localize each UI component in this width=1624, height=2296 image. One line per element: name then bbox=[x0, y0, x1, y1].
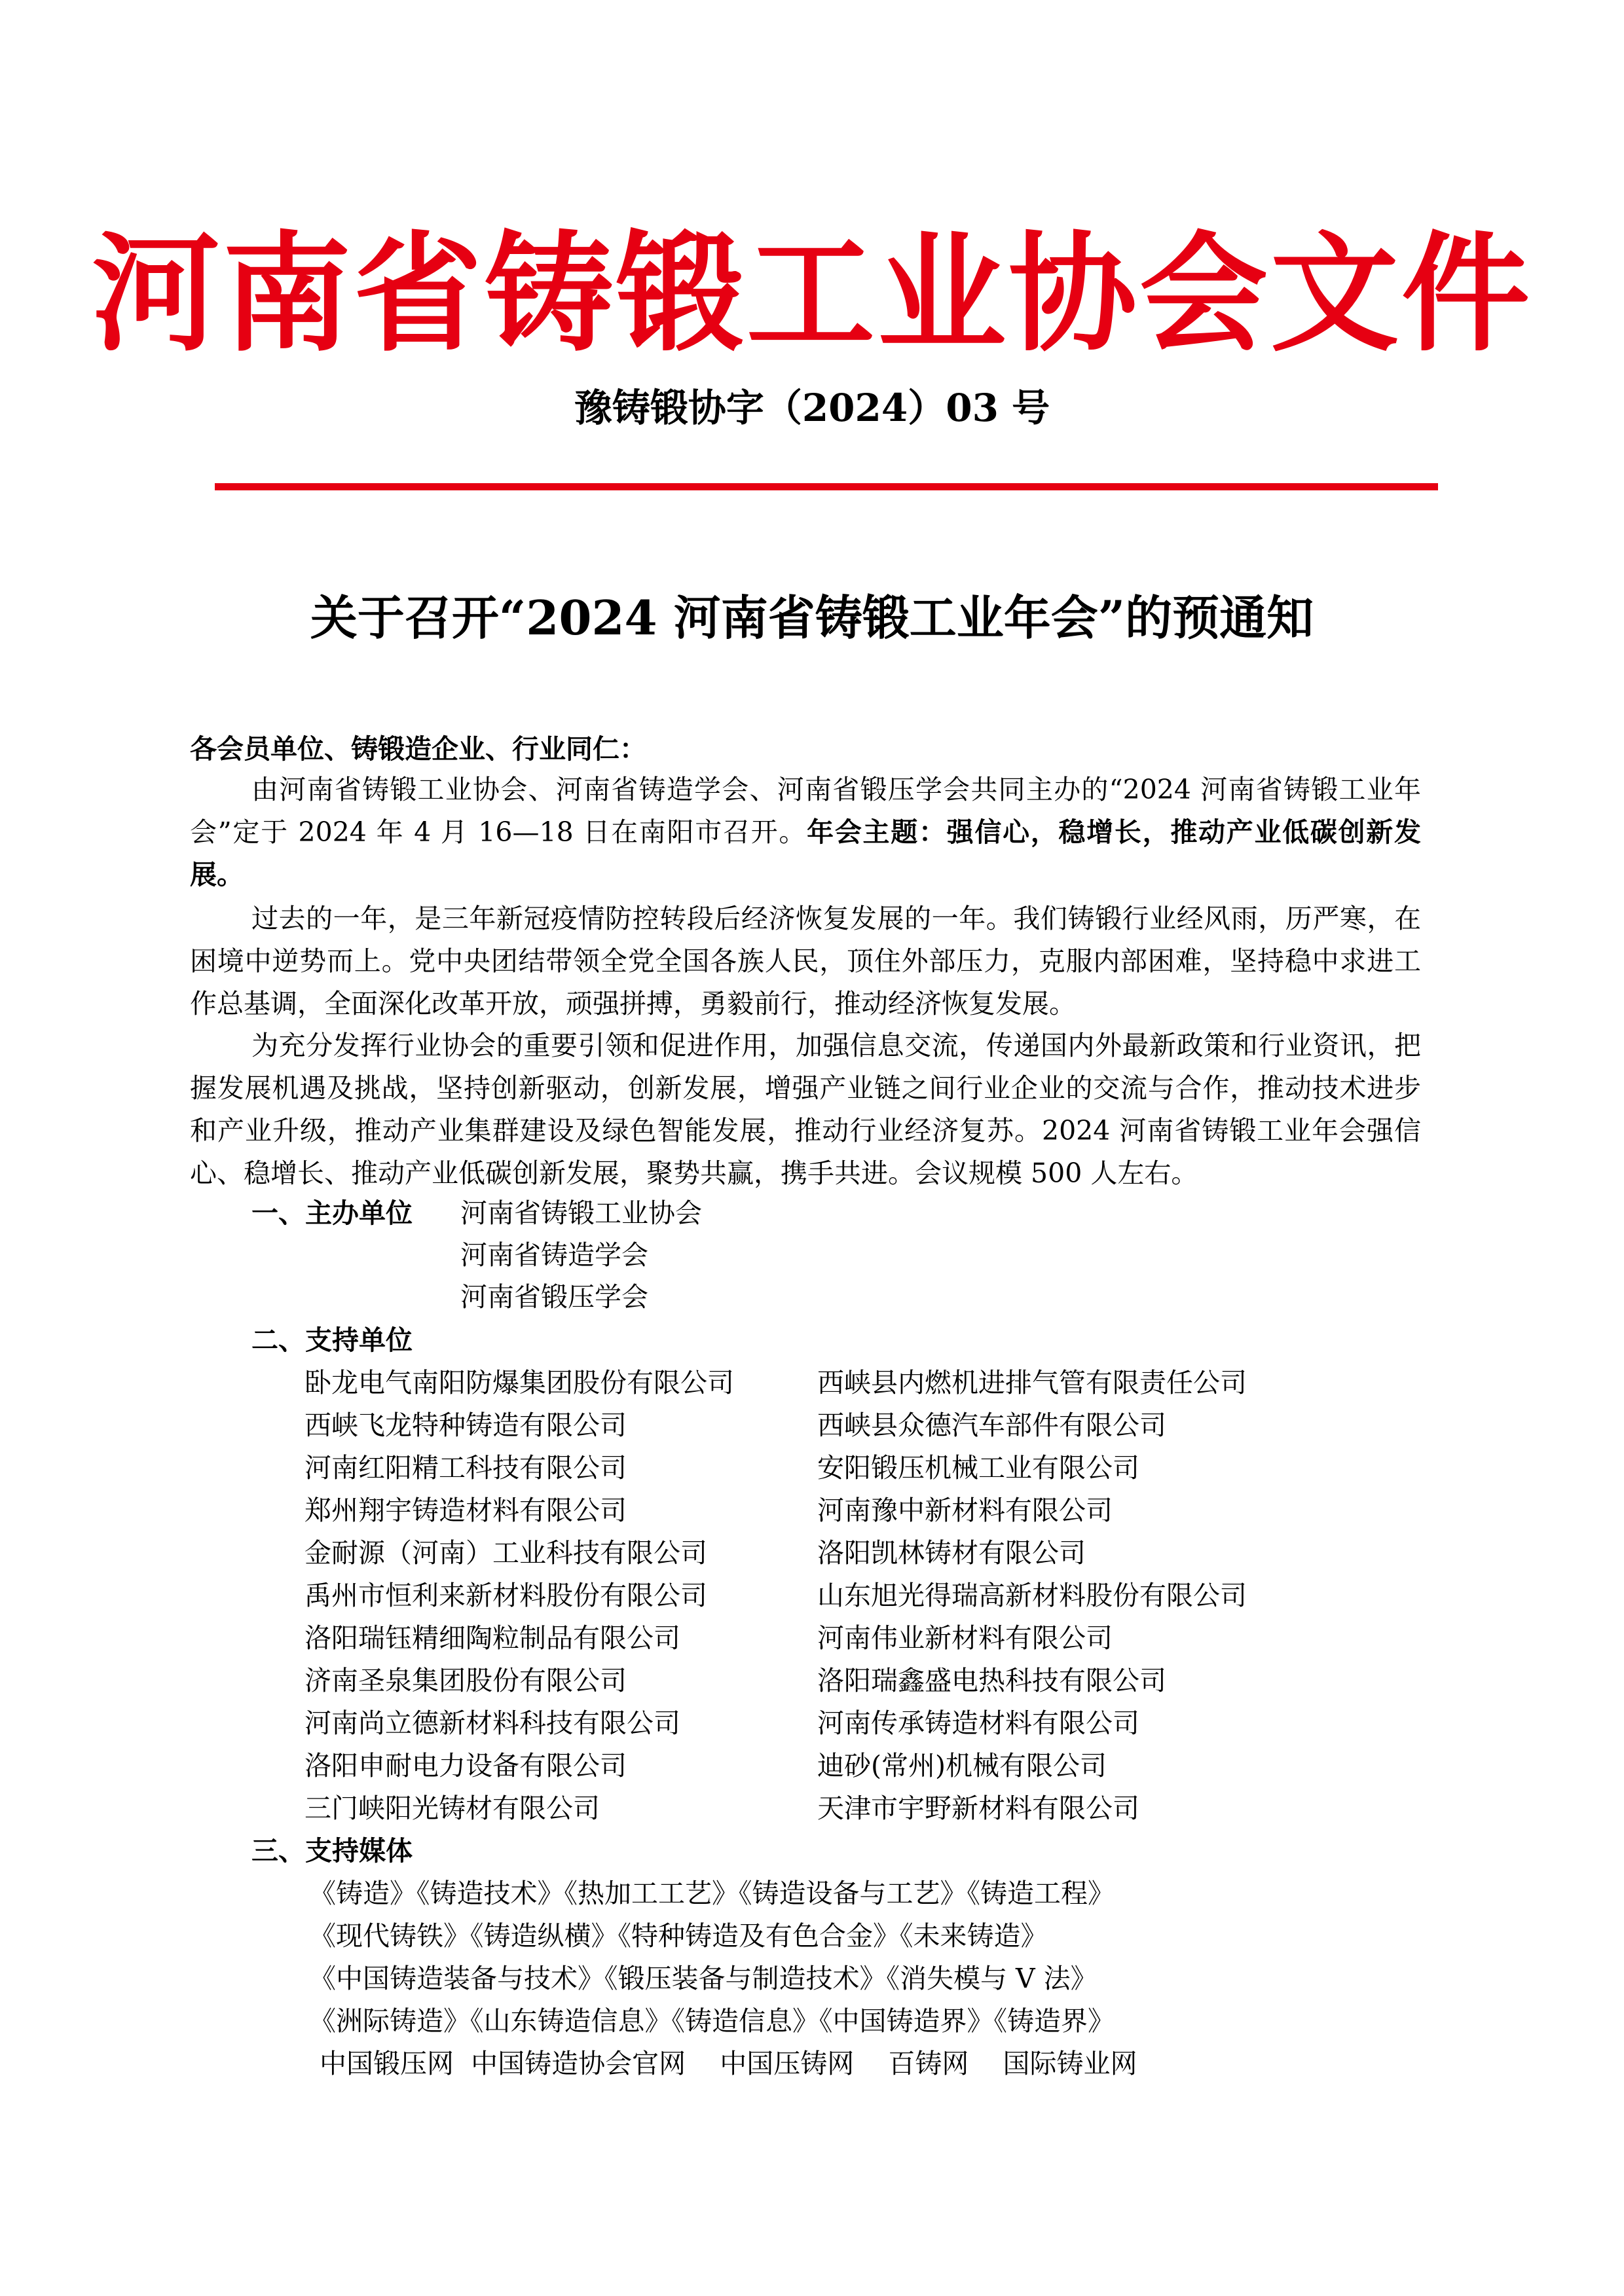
media-line: 《洲际铸造》《山东铸造信息》《铸造信息》《中国铸造界》《铸造界》 bbox=[309, 2005, 1115, 2037]
supporter-left: 洛阳申耐电力设备有限公司 bbox=[304, 1750, 627, 1781]
media-websites: 中国锻压网 中国铸造协会官网 中国压铸网 百铸网 国际铸业网 bbox=[320, 2048, 1137, 2079]
host-org: 河南省铸造学会 bbox=[460, 1239, 648, 1271]
greeting: 各会员单位、铸锻造企业、行业同仁： bbox=[190, 733, 646, 765]
media-line: 《铸造》《铸造技术》《热加工工艺》《铸造设备与工艺》《铸造工程》 bbox=[309, 1878, 1115, 1909]
section1-heading: 一、主办单位 bbox=[251, 1197, 413, 1229]
supporter-left: 卧龙电气南阳防爆集团股份有限公司 bbox=[304, 1367, 734, 1398]
supporter-left: 洛阳瑞钰精细陶粒制品有限公司 bbox=[304, 1622, 680, 1654]
supporter-right: 河南豫中新材料有限公司 bbox=[817, 1495, 1113, 1526]
supporter-right: 洛阳瑞鑫盛电热科技有限公司 bbox=[817, 1665, 1166, 1696]
notice-title: 关于召开“2024 河南省铸锻工业年会”的预通知 bbox=[310, 590, 1314, 646]
media-line: 《中国铸造装备与技术》《锻压装备与制造技术》《消失模与 V 法》 bbox=[309, 1963, 1098, 1994]
host-org: 河南省锻压学会 bbox=[460, 1281, 648, 1313]
paragraph-background: 过去的一年，是三年新冠疫情防控转段后经济恢复发展的一年。我们铸锻行业经风雨，历严寒，在困境中逆势而上。党中央团结带领全党全国各族人民，顶住外部压力，克服内部困难，坚持稳中求进工作总基调，全面深化改革开放，顽强拼搏，勇毅前行，推动经济恢复发展。 bbox=[190, 903, 1421, 1019]
supporter-left: 济南圣泉集团股份有限公司 bbox=[304, 1665, 627, 1696]
intro-text: 由河南省铸锻工业协会、河南省铸造学会、河南省锻压学会共同主办的“2024 河南省铸锻工业年会”定于 2024 年 4 月 16—18 日在南阳市召开。 bbox=[190, 774, 1421, 848]
document-number: 豫铸锻协字（2024）03 号 bbox=[574, 386, 1050, 430]
supporter-left: 禹州市恒利来新材料股份有限公司 bbox=[304, 1580, 707, 1611]
supporter-right: 西峡县内燃机进排气管有限责任公司 bbox=[817, 1367, 1247, 1398]
red-divider bbox=[215, 483, 1438, 490]
supporter-right: 天津市宇野新材料有限公司 bbox=[817, 1793, 1139, 1824]
supporter-right: 西峡县众德汽车部件有限公司 bbox=[817, 1410, 1166, 1441]
theme-text: 年会主题：强信心，稳增长，推动产业低碳创新发展。 bbox=[190, 816, 1421, 890]
section2-heading: 二、支持单位 bbox=[251, 1324, 413, 1356]
host-org: 河南省铸锻工业协会 bbox=[460, 1197, 702, 1229]
supporter-left: 河南红阳精工科技有限公司 bbox=[304, 1452, 627, 1484]
supporter-right: 洛阳凯林铸材有限公司 bbox=[817, 1537, 1086, 1569]
supporter-right: 安阳锻压机械工业有限公司 bbox=[817, 1452, 1139, 1484]
paragraph-intro bbox=[190, 769, 1421, 896]
masthead-title: 河南省铸锻工业协会文件 bbox=[91, 220, 1532, 369]
supporter-left: 金耐源（河南）工业科技有限公司 bbox=[304, 1537, 707, 1569]
supporter-right: 迪砂(常州)机械有限公司 bbox=[817, 1750, 1107, 1781]
supporter-left: 河南尚立德新材料科技有限公司 bbox=[304, 1707, 680, 1739]
supporter-left: 郑州翔宇铸造材料有限公司 bbox=[304, 1495, 627, 1526]
supporter-right: 山东旭光得瑞高新材料股份有限公司 bbox=[817, 1580, 1247, 1611]
supporter-left: 三门峡阳光铸材有限公司 bbox=[304, 1793, 600, 1824]
paragraph-purpose: 为充分发挥行业协会的重要引领和促进作用，加强信息交流，传递国内外最新政策和行业资讯，把握发展机遇及挑战，坚持创新驱动，创新发展，增强产业链之间行业企业的交流与合作，推动技术进步和产业升级，推动产业集群建设及绿色智能发展，推动行业经济复苏。2024 河南省铸锻工业年会强信心、稳增长、推动产业低碳创新发展，聚势共赢，携手共进。会议规模 500 人左右。 bbox=[190, 1030, 1421, 1189]
section3-heading: 三、支持媒体 bbox=[251, 1835, 413, 1867]
media-line: 《现代铸铁》《铸造纵横》《特种铸造及有色合金》《未来铸造》 bbox=[309, 1920, 1048, 1952]
supporter-right: 河南传承铸造材料有限公司 bbox=[817, 1707, 1139, 1739]
supporter-left: 西峡飞龙特种铸造有限公司 bbox=[304, 1410, 627, 1441]
supporter-right: 河南伟业新材料有限公司 bbox=[817, 1622, 1113, 1654]
